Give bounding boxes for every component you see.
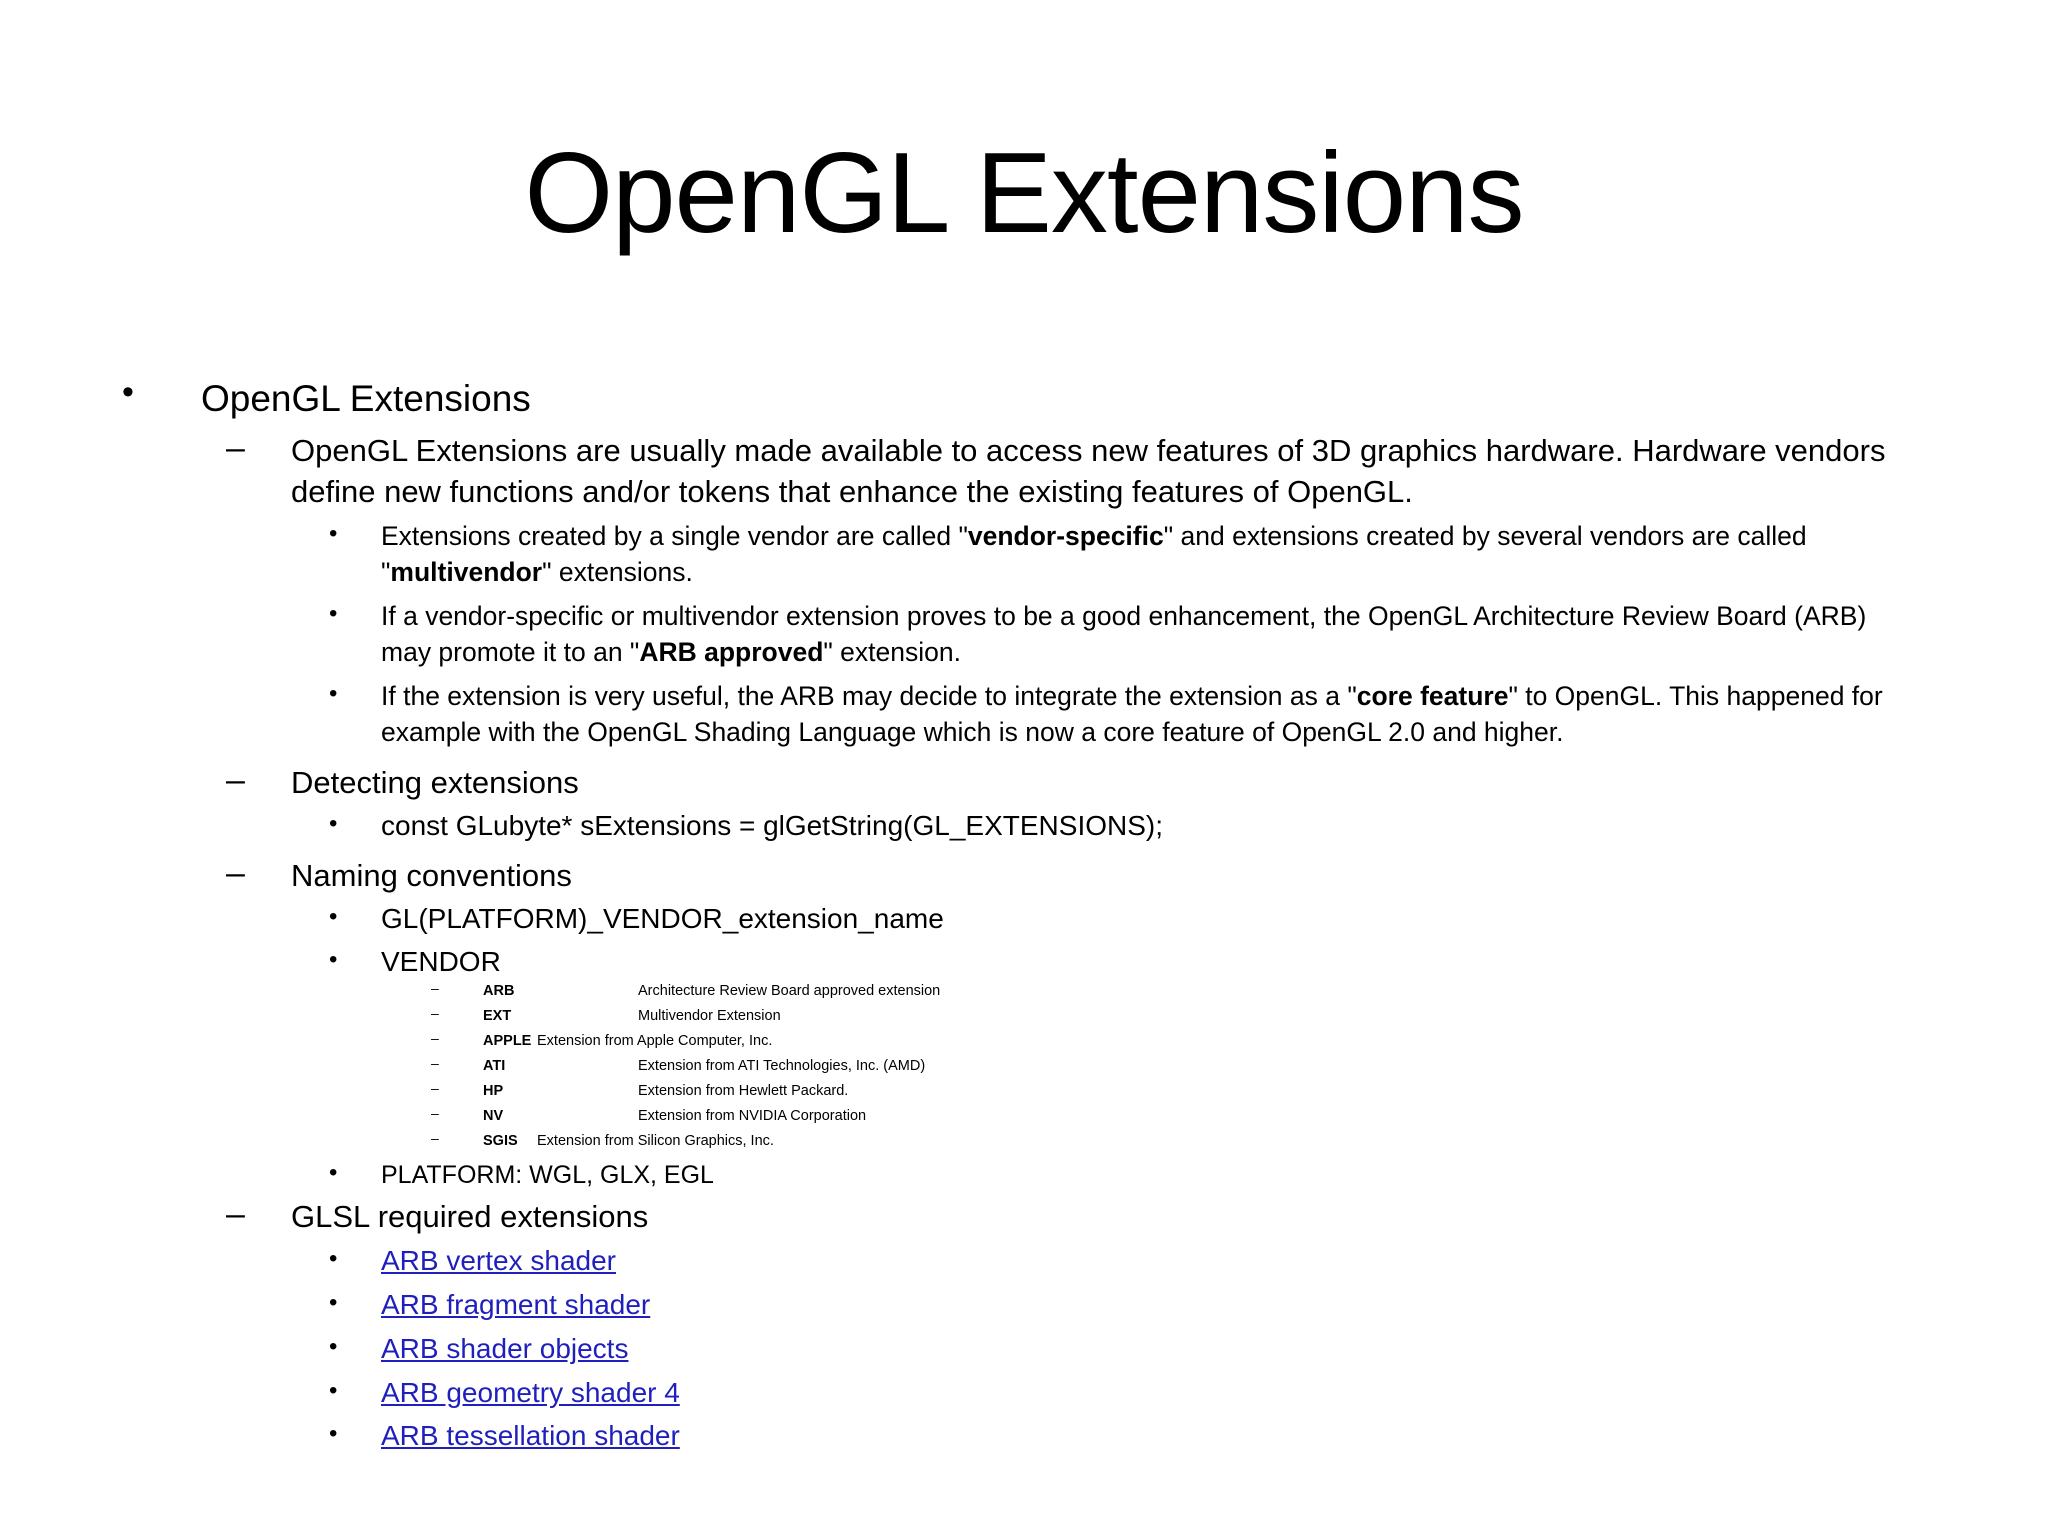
vendor-code: EXT	[483, 1008, 512, 1024]
naming-pattern-text: GL(PLATFORM)_VENDOR_extension_name	[381, 903, 944, 934]
bullet-marker: •	[329, 946, 338, 973]
ext-type-line: If a vendor-specific or multivendor extension proves to be a good enhancement, the OpenGL Architecture Review Board (ARB)	[381, 601, 1867, 631]
glsl-heading-text: GLSL required extensions	[291, 1199, 649, 1234]
ext-type-line: If the extension is very useful, the ARB may decide to integrate the extension as a "core feature" to OpenGL. This happened for	[381, 681, 1883, 711]
bullet-marker: •	[329, 1420, 338, 1447]
link-arb-tessellation-shader[interactable]: ARB tessellation shader	[381, 1420, 680, 1451]
bullet-marker: •	[329, 1289, 338, 1316]
vendor-code: SGIS	[483, 1133, 518, 1149]
bullet-marker: •	[329, 520, 338, 547]
vendor-desc: Extension from ATI Technologies, Inc. (AMD)	[638, 1058, 926, 1074]
vendor-desc: Extension from Apple Computer, Inc.	[537, 1033, 773, 1049]
dash-marker: –	[226, 429, 245, 467]
ext-type-line: Extensions created by a single vendor are called "vendor-specific" and extensions created by several vendors are called	[381, 521, 1807, 551]
vendor-desc: Extension from Hewlett Packard.	[638, 1083, 849, 1099]
vendor-desc: Extension from NVIDIA Corporation	[638, 1108, 867, 1124]
bullet-marker: •	[329, 600, 338, 627]
naming-platform-text: PLATFORM: WGL, GLX, EGL	[381, 1161, 714, 1189]
bold-core-feature: core feature	[1356, 681, 1509, 711]
dash-marker: –	[226, 761, 245, 799]
dash-marker: –	[431, 1005, 439, 1021]
slide-title: OpenGL Extensions	[524, 130, 1524, 257]
intro-line-2: define new functions and/or tokens that enhance the existing features of OpenGL.	[291, 474, 1413, 509]
vendor-code: ATI	[483, 1058, 506, 1074]
vendor-code: NV	[483, 1108, 504, 1124]
bullet-marker: •	[329, 1377, 338, 1404]
bold-arb-approved: ARB approved	[639, 637, 824, 667]
bold-multivendor: multivendor	[390, 557, 543, 587]
vendor-desc: Architecture Review Board approved extension	[638, 983, 941, 999]
bullet-marker: •	[329, 903, 338, 930]
intro-line-1: OpenGL Extensions are usually made available to access new features of 3D graphics hardware. Hardware vendors	[291, 433, 1886, 468]
link-arb-vertex-shader[interactable]: ARB vertex shader	[381, 1245, 616, 1276]
ext-type-line: example with the OpenGL Shading Language which is now a core feature of OpenGL 2.0 and higher.	[381, 717, 1564, 747]
dash-marker: –	[431, 1080, 439, 1096]
vendor-desc: Multivendor Extension	[638, 1008, 781, 1024]
link-arb-geometry-shader-4[interactable]: ARB geometry shader 4	[381, 1377, 680, 1408]
dash-marker: –	[226, 854, 245, 892]
vendor-code: APPLE	[483, 1033, 532, 1049]
bullet-marker: •	[329, 680, 338, 707]
dash-marker: –	[431, 980, 439, 996]
naming-vendor-text: VENDOR	[381, 946, 501, 977]
ext-type-line: may promote it to an "ARB approved" extension.	[381, 637, 961, 667]
bullet-marker: •	[329, 1245, 338, 1272]
bullet-marker: •	[329, 1333, 338, 1360]
dash-marker: –	[431, 1105, 439, 1121]
detecting-code-text: const GLubyte* sExtensions = glGetString(GL_EXTENSIONS);	[381, 810, 1164, 841]
dash-marker: –	[431, 1055, 439, 1071]
naming-heading-text: Naming conventions	[291, 858, 572, 893]
bold-vendor-specific: vendor-specific	[967, 521, 1164, 551]
vendor-code: HP	[483, 1083, 504, 1099]
dash-marker: –	[431, 1130, 439, 1146]
ext-type-line: "multivendor" extensions.	[381, 557, 693, 587]
dash-marker: –	[431, 1030, 439, 1046]
link-arb-shader-objects[interactable]: ARB shader objects	[381, 1333, 629, 1364]
bullet-marker: •	[329, 810, 338, 837]
vendor-desc: Extension from Silicon Graphics, Inc.	[537, 1133, 774, 1149]
dash-marker: –	[226, 1195, 245, 1233]
bullet-text: OpenGL Extensions	[201, 378, 531, 419]
link-arb-fragment-shader[interactable]: ARB fragment shader	[381, 1289, 651, 1320]
detecting-heading-text: Detecting extensions	[291, 765, 579, 800]
bullet-marker: •	[329, 1159, 338, 1186]
vendor-code: ARB	[483, 983, 515, 999]
bullet-marker: •	[122, 373, 134, 411]
